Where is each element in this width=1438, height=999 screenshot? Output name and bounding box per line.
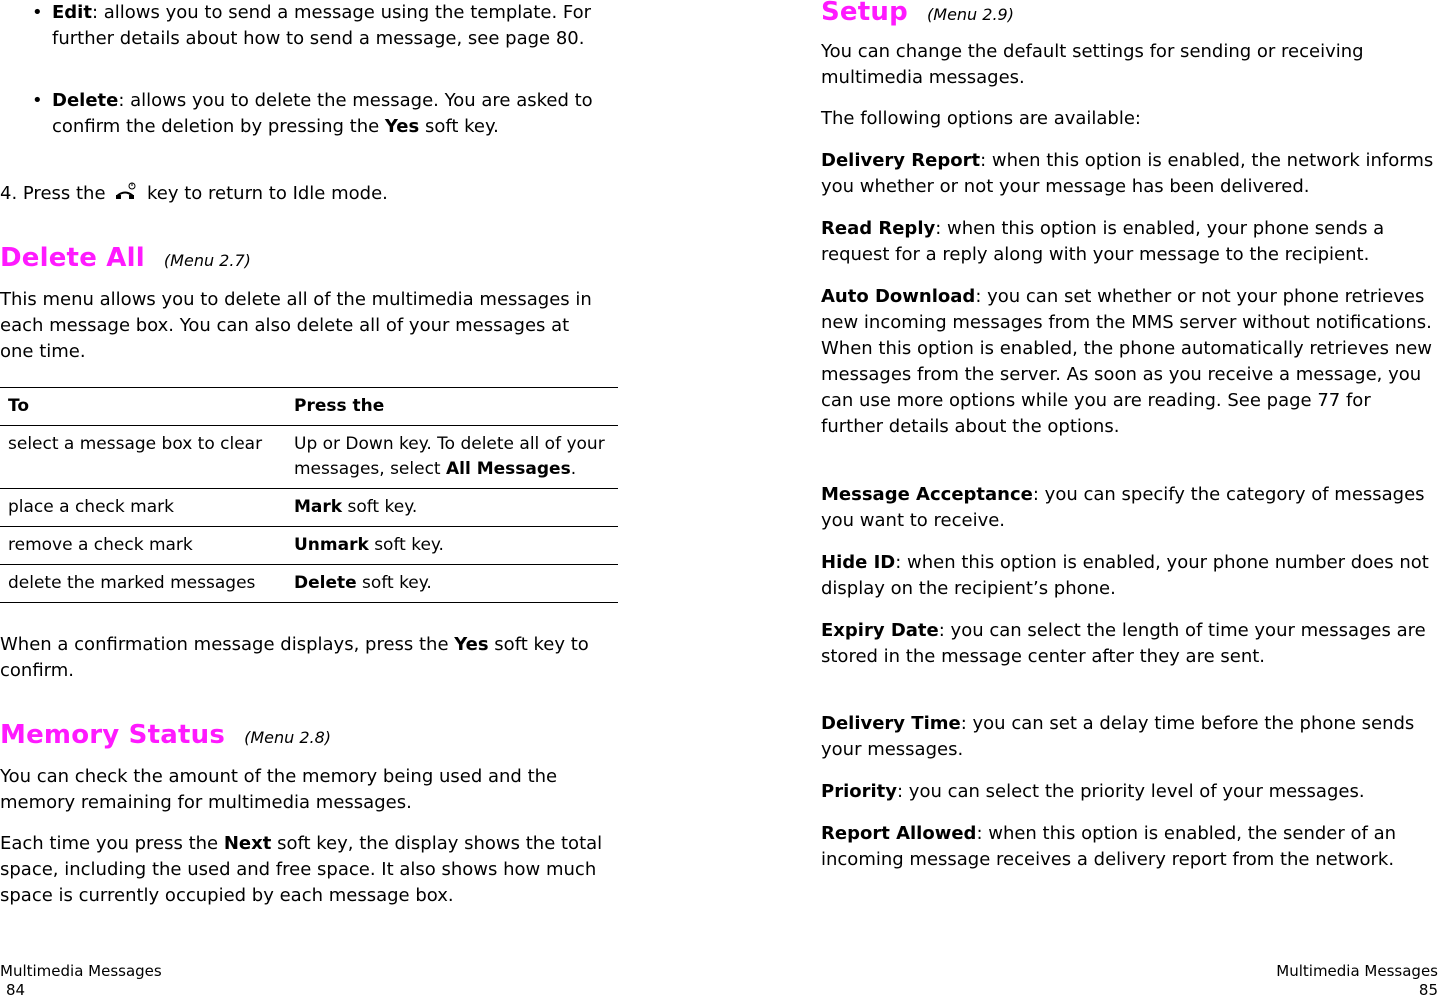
option-text: : when this option is enabled, your phone number does not display on the recipient’s phone. [821,552,1429,599]
bullet-delete [32,88,612,140]
footer-page-number: 84 [6,981,26,999]
option-message-acceptance [821,482,1438,534]
section-title: Memory Status [0,720,225,750]
end-key-icon [111,181,141,203]
table-cell [286,527,618,565]
cell-strong: All Messages [445,459,571,479]
step-4-suffix: key to return to Idle mode. [147,183,388,204]
cell-strong: Delete [294,573,357,593]
table-row [0,426,618,489]
bullet-term: Delete [52,90,119,111]
cell-strong: Unmark [294,535,369,555]
setup-heading [821,0,1014,27]
option-text: : you can select the length of time your messages are stored in the message center after they are sent. [821,620,1426,667]
table-header: To [8,396,30,416]
option-priority [821,779,1438,805]
setup-intro: You can change the default settings for sending or receiving multimedia messages. [821,41,1364,88]
delete-all-heading [0,243,251,273]
table-cell [286,426,618,489]
cell-after: soft key. [342,497,418,517]
option-report-allowed [821,821,1438,873]
table-row [0,489,618,527]
option-term: Read Reply [821,218,936,239]
para2-after: soft key, the display shows the total space, including the used and free space. It also shows how much space is currently occupied by each message box. [0,833,603,906]
option-auto-download [821,284,1438,440]
option-hide-id [821,550,1438,602]
table-cell [286,565,618,603]
section-title: Delete All [0,243,145,273]
option-text: : you can select the priority level of your messages. [897,781,1365,802]
table-cell: delete the marked messages [8,573,256,593]
option-expiry-date [821,618,1438,670]
option-text: : when this option is enabled, your phone sends a request for a reply along with your message to the recipient. [821,218,1385,265]
option-term: Expiry Date [821,620,939,641]
option-delivery-report [821,148,1438,200]
bullet-text: : allows you to delete the message. You are asked to confirm the deletion by pressing the [52,90,593,137]
bullet-edit [32,0,612,52]
table-header: Press the [294,396,385,416]
cell-after: soft key. [356,573,432,593]
memory-status-para2 [0,831,618,909]
option-term: Delivery Time [821,713,961,734]
confirm-text: When a confirmation message displays, press the [0,634,455,655]
delete-all-intro: This menu allows you to delete all of the multimedia messages in each message box. You can also delete all of your messages at one time. [0,289,592,362]
cell-text: Up or Down key. To delete all of your messages, select [294,434,605,479]
footer-section: Multimedia Messages [0,962,162,980]
table-row [0,565,618,603]
option-term: Hide ID [821,552,896,573]
memory-status-para1: You can check the amount of the memory being used and the memory remaining for multimedia messages. [0,766,558,813]
table-cell: place a check mark [8,497,174,517]
bullet-strong: Yes [384,116,420,137]
table-header-row [0,388,618,426]
confirm-strong: Yes [454,634,489,655]
table-cell: select a message box to clear [8,434,263,454]
footer-section: Multimedia Messages [1276,962,1438,980]
delete-all-table [0,387,618,603]
options-intro: The following options are available: [821,108,1142,129]
para2-strong: Next [223,833,272,854]
menu-reference: (Menu 2.9) [927,5,1014,24]
menu-reference: (Menu 2.7) [163,251,251,270]
option-text: : when this option is enabled, the network informs you whether or not your message has been delivered. [821,150,1434,197]
cell-after: soft key. [368,535,444,555]
option-text: : you can set a delay time before the phone sends your messages. [821,713,1415,760]
option-text: : you can specify the category of messages you want to receive. [821,484,1425,531]
step-4-prefix: 4. Press the [0,183,106,204]
option-term: Delivery Report [821,150,981,171]
footer-page-number: 85 [1418,981,1438,999]
cell-after: . [570,459,577,479]
step-4 [0,181,388,207]
bullet-dot: • [32,90,43,111]
table-cell: remove a check mark [8,535,193,555]
bullet-text-after: soft key. [419,116,499,137]
bullet-text: : allows you to send a message using the template. For further details about how to send a message, see page 80. [52,2,592,49]
option-term: Report Allowed [821,823,977,844]
menu-reference: (Menu 2.8) [244,728,332,747]
table-row [0,527,618,565]
option-text: : you can set whether or not your phone retrieves new incoming messages from the MMS server without notifications. When this option is enabled, the phone automatically retrieves new messages from the server. As soon as you receive a message, you can use more options while you are reading. See page 77 for further details about the options. [821,286,1432,437]
para2-text: Each time you press the [0,833,224,854]
cell-strong: Mark [294,497,343,517]
option-term: Message Acceptance [821,484,1033,505]
bullet-dot: • [32,2,43,23]
table-cell [286,489,618,527]
section-title: Setup [821,0,908,27]
bullet-term: Edit [52,2,92,23]
confirm-paragraph [0,632,600,684]
confirm-after: soft key to confirm. [0,634,589,681]
memory-status-heading [0,720,331,750]
option-text: : when this option is enabled, the sender of an incoming message receives a delivery report from the network. [821,823,1397,870]
option-term: Auto Download [821,286,976,307]
option-read-reply [821,216,1438,268]
option-term: Priority [821,781,897,802]
option-delivery-time [821,711,1438,763]
